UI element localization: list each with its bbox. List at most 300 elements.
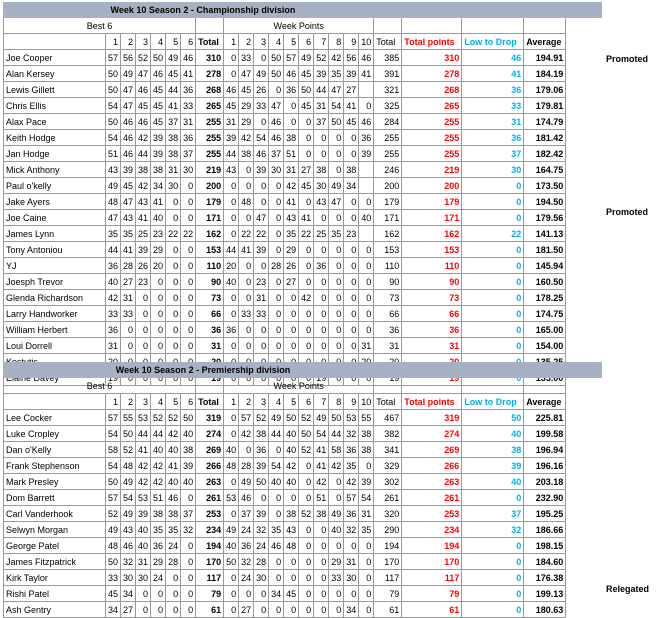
week-score: 0 bbox=[254, 586, 269, 602]
week-score: 0 bbox=[314, 338, 329, 354]
best-score: 0 bbox=[181, 210, 196, 226]
week-total: 162 bbox=[374, 226, 402, 242]
week-score: 37 bbox=[239, 506, 254, 522]
week-score: 29 bbox=[239, 98, 254, 114]
week-col-header: 7 bbox=[314, 394, 329, 410]
week-score: 0 bbox=[284, 114, 299, 130]
week-score: 0 bbox=[269, 274, 284, 290]
best-total: 274 bbox=[196, 426, 224, 442]
best-score: 30 bbox=[181, 162, 196, 178]
best-score: 42 bbox=[136, 474, 151, 490]
low-to-drop-header: Low to Drop bbox=[462, 34, 524, 50]
week-total: 329 bbox=[374, 458, 402, 474]
week-score: 49 bbox=[224, 522, 239, 538]
week-score: 50 bbox=[329, 114, 344, 130]
best-score: 52 bbox=[166, 410, 181, 426]
week-score: 41 bbox=[314, 458, 329, 474]
best-score: 57 bbox=[106, 490, 121, 506]
best-score: 42 bbox=[151, 474, 166, 490]
best-score: 41 bbox=[121, 242, 136, 258]
week-score: 0 bbox=[344, 586, 359, 602]
best-score: 44 bbox=[106, 242, 121, 258]
average: 178.25 bbox=[524, 290, 566, 306]
best-score: 52 bbox=[151, 410, 166, 426]
week-score: 31 bbox=[359, 338, 374, 354]
week-score: 46 bbox=[359, 114, 374, 130]
total-points: 171 bbox=[402, 210, 462, 226]
best-score: 46 bbox=[181, 50, 196, 66]
week-score: 0 bbox=[299, 114, 314, 130]
week-score: 40 bbox=[284, 442, 299, 458]
week-score: 0 bbox=[329, 586, 344, 602]
week-score: 33 bbox=[239, 306, 254, 322]
week-score: 42 bbox=[299, 290, 314, 306]
week-score: 0 bbox=[299, 274, 314, 290]
low-to-drop-header: Low to Drop bbox=[462, 394, 524, 410]
week-score: 0 bbox=[314, 306, 329, 322]
week-score: 36 bbox=[359, 130, 374, 146]
header-spacer bbox=[402, 18, 462, 34]
table-row bbox=[4, 242, 566, 258]
week-total: 341 bbox=[374, 442, 402, 458]
week-score: 0 bbox=[329, 274, 344, 290]
week-score: 0 bbox=[359, 258, 374, 274]
best-score: 0 bbox=[166, 290, 181, 306]
best-score: 36 bbox=[106, 322, 121, 338]
best-score: 0 bbox=[121, 338, 136, 354]
best-score: 49 bbox=[121, 506, 136, 522]
best-score: 0 bbox=[151, 290, 166, 306]
table-row bbox=[4, 306, 566, 322]
best-score: 30 bbox=[121, 570, 136, 586]
low-to-drop: 0 bbox=[462, 258, 524, 274]
week-score: 57 bbox=[284, 50, 299, 66]
week-score: 45 bbox=[299, 178, 314, 194]
week-score: 0 bbox=[224, 50, 239, 66]
best-score: 31 bbox=[136, 554, 151, 570]
best-score: 39 bbox=[181, 458, 196, 474]
best-score: 35 bbox=[151, 522, 166, 538]
week-score: 50 bbox=[254, 474, 269, 490]
week-score: 46 bbox=[239, 490, 254, 506]
week-score: 0 bbox=[359, 570, 374, 586]
week-total: 255 bbox=[374, 146, 402, 162]
week-score: 58 bbox=[329, 442, 344, 458]
week-score: 50 bbox=[284, 410, 299, 426]
total-points: 265 bbox=[402, 98, 462, 114]
week-score: 0 bbox=[359, 458, 374, 474]
best-score: 58 bbox=[106, 442, 121, 458]
best-score: 40 bbox=[151, 442, 166, 458]
premiership-title: Week 10 Season 2 - Premiership division bbox=[115, 365, 291, 375]
average: 232.90 bbox=[524, 490, 566, 506]
week-score: 0 bbox=[239, 338, 254, 354]
best-score: 26 bbox=[136, 258, 151, 274]
week-score: 41 bbox=[284, 194, 299, 210]
week-score: 37 bbox=[269, 146, 284, 162]
average: 164.75 bbox=[524, 162, 566, 178]
player-name: Jan Hodge bbox=[4, 146, 106, 162]
best-score: 49 bbox=[166, 50, 181, 66]
player-name: Joe Cooper bbox=[4, 50, 106, 66]
player-name: Frank Stephenson bbox=[4, 458, 106, 474]
week-score: 36 bbox=[239, 538, 254, 554]
best-score: 38 bbox=[166, 506, 181, 522]
total-points: 61 bbox=[402, 602, 462, 618]
week-score: 35 bbox=[269, 522, 284, 538]
low-to-drop: 36 bbox=[462, 82, 524, 98]
best-score: 37 bbox=[181, 146, 196, 162]
week-total: 320 bbox=[374, 506, 402, 522]
week-score bbox=[359, 226, 374, 242]
week-score: 0 bbox=[344, 242, 359, 258]
week-score: 42 bbox=[314, 474, 329, 490]
table-row bbox=[4, 162, 566, 178]
week-score: 0 bbox=[329, 338, 344, 354]
week-score: 0 bbox=[344, 306, 359, 322]
week-total: 153 bbox=[374, 242, 402, 258]
best-score: 39 bbox=[136, 242, 151, 258]
total-points: 261 bbox=[402, 490, 462, 506]
week-score: 39 bbox=[254, 242, 269, 258]
header-spacer bbox=[524, 378, 566, 394]
week-points-label: Week Points bbox=[224, 378, 374, 394]
total-points: 319 bbox=[402, 410, 462, 426]
week-score: 0 bbox=[329, 602, 344, 618]
best-score: 20 bbox=[151, 258, 166, 274]
week-total: 170 bbox=[374, 554, 402, 570]
best-score: 0 bbox=[151, 338, 166, 354]
low-to-drop: 32 bbox=[462, 522, 524, 538]
championship-title-bar bbox=[3, 2, 602, 18]
total-points: 255 bbox=[402, 114, 462, 130]
table-row bbox=[4, 522, 566, 538]
best-col-header: 3 bbox=[136, 394, 151, 410]
best-score: 47 bbox=[121, 98, 136, 114]
best-score: 38 bbox=[166, 146, 181, 162]
week-score: 55 bbox=[359, 410, 374, 426]
week-score: 0 bbox=[299, 602, 314, 618]
week-score: 0 bbox=[344, 210, 359, 226]
week-score: 0 bbox=[344, 338, 359, 354]
week-score: 52 bbox=[299, 442, 314, 458]
best-total: 90 bbox=[196, 274, 224, 290]
player-name: Ash Gentry bbox=[4, 602, 106, 618]
week-score: 0 bbox=[329, 146, 344, 162]
week-score: 42 bbox=[329, 458, 344, 474]
table-row bbox=[4, 66, 566, 82]
week-score: 38 bbox=[359, 426, 374, 442]
best-score: 31 bbox=[121, 290, 136, 306]
best-total: 253 bbox=[196, 506, 224, 522]
week-score: 0 bbox=[224, 586, 239, 602]
total-points-header: Total points bbox=[402, 34, 462, 50]
best-score: 0 bbox=[136, 322, 151, 338]
best-score: 50 bbox=[106, 82, 121, 98]
week-score: 40 bbox=[224, 538, 239, 554]
week-score: 0 bbox=[314, 130, 329, 146]
best-score: 46 bbox=[121, 114, 136, 130]
week-score: 0 bbox=[254, 490, 269, 506]
best-score: 42 bbox=[136, 178, 151, 194]
week-score: 0 bbox=[299, 522, 314, 538]
week-score: 43 bbox=[314, 194, 329, 210]
week-score: 50 bbox=[269, 66, 284, 82]
best-total: 79 bbox=[196, 586, 224, 602]
week-score: 32 bbox=[344, 522, 359, 538]
best-score: 0 bbox=[151, 306, 166, 322]
best-score: 48 bbox=[106, 538, 121, 554]
best-score: 45 bbox=[166, 66, 181, 82]
week-score: 49 bbox=[254, 66, 269, 82]
best-score: 53 bbox=[136, 490, 151, 506]
week-score: 42 bbox=[239, 426, 254, 442]
week-score: 0 bbox=[359, 322, 374, 338]
week-score: 46 bbox=[269, 130, 284, 146]
week-score: 37 bbox=[314, 114, 329, 130]
week-score: 0 bbox=[329, 474, 344, 490]
best-score: 23 bbox=[151, 226, 166, 242]
week-score: 41 bbox=[359, 66, 374, 82]
week-score: 28 bbox=[239, 458, 254, 474]
best-score: 38 bbox=[166, 130, 181, 146]
table-row bbox=[4, 98, 566, 114]
week-score: 0 bbox=[314, 274, 329, 290]
best-score: 46 bbox=[121, 538, 136, 554]
week-score: 51 bbox=[314, 490, 329, 506]
week-score: 28 bbox=[269, 258, 284, 274]
week-total: 290 bbox=[374, 522, 402, 538]
championship-table-container bbox=[3, 18, 566, 386]
week-score: 0 bbox=[284, 602, 299, 618]
week-score: 0 bbox=[254, 194, 269, 210]
week-score: 53 bbox=[224, 490, 239, 506]
header-spacer bbox=[374, 18, 402, 34]
week-score: 44 bbox=[269, 426, 284, 442]
best-score: 46 bbox=[166, 490, 181, 506]
best-score: 0 bbox=[181, 242, 196, 258]
week-score: 0 bbox=[299, 306, 314, 322]
best-score: 0 bbox=[166, 586, 181, 602]
week-score: 0 bbox=[269, 570, 284, 586]
average-header: Average bbox=[524, 34, 566, 50]
week-score: 0 bbox=[299, 554, 314, 570]
week-score: 0 bbox=[224, 66, 239, 82]
low-to-drop: 0 bbox=[462, 554, 524, 570]
header-row-groups bbox=[4, 18, 566, 34]
week-score: 44 bbox=[224, 242, 239, 258]
week-score: 24 bbox=[254, 538, 269, 554]
week-score bbox=[359, 162, 374, 178]
best-score: 50 bbox=[106, 114, 121, 130]
best-score: 30 bbox=[136, 570, 151, 586]
table-row bbox=[4, 506, 566, 522]
best-total: 255 bbox=[196, 114, 224, 130]
week-score: 44 bbox=[224, 146, 239, 162]
best-total: 268 bbox=[196, 82, 224, 98]
best-total: 171 bbox=[196, 210, 224, 226]
best-score: 50 bbox=[151, 50, 166, 66]
week-score: 42 bbox=[239, 130, 254, 146]
best-col-header: 4 bbox=[151, 34, 166, 50]
championship-title: Week 10 Season 2 - Championship division bbox=[110, 5, 296, 15]
week-score: 0 bbox=[314, 242, 329, 258]
best-total: 266 bbox=[196, 458, 224, 474]
week-score: 46 bbox=[269, 114, 284, 130]
best-score: 39 bbox=[121, 162, 136, 178]
week-score: 0 bbox=[269, 306, 284, 322]
table-row bbox=[4, 474, 566, 490]
low-to-drop: 0 bbox=[462, 322, 524, 338]
best-total: 200 bbox=[196, 178, 224, 194]
week-score: 40 bbox=[224, 274, 239, 290]
week-score: 39 bbox=[224, 130, 239, 146]
best-score: 32 bbox=[121, 554, 136, 570]
low-to-drop: 46 bbox=[462, 50, 524, 66]
week-score: 0 bbox=[329, 490, 344, 506]
week-score: 42 bbox=[344, 474, 359, 490]
best-score: 52 bbox=[136, 50, 151, 66]
week-score: 0 bbox=[269, 178, 284, 194]
week-score: 49 bbox=[329, 178, 344, 194]
low-to-drop: 0 bbox=[462, 570, 524, 586]
player-name: Carl Vanderhook bbox=[4, 506, 106, 522]
average: 225.81 bbox=[524, 410, 566, 426]
week-score: 39 bbox=[359, 146, 374, 162]
best-score: 32 bbox=[181, 522, 196, 538]
table-row bbox=[4, 146, 566, 162]
table-row bbox=[4, 274, 566, 290]
average: 179.81 bbox=[524, 98, 566, 114]
week-total: 179 bbox=[374, 194, 402, 210]
best-score: 41 bbox=[166, 458, 181, 474]
low-to-drop: 40 bbox=[462, 426, 524, 442]
best-score: 45 bbox=[121, 178, 136, 194]
best-score: 0 bbox=[181, 554, 196, 570]
week-total-header: Total bbox=[374, 394, 402, 410]
week-score: 48 bbox=[224, 458, 239, 474]
week-score: 31 bbox=[284, 162, 299, 178]
week-col-header: 5 bbox=[284, 34, 299, 50]
total-points: 269 bbox=[402, 442, 462, 458]
week-score: 0 bbox=[269, 290, 284, 306]
best-score: 33 bbox=[106, 306, 121, 322]
week-score: 0 bbox=[344, 538, 359, 554]
player-name: Larry Handworker bbox=[4, 306, 106, 322]
week-score: 38 bbox=[284, 506, 299, 522]
week-score: 40 bbox=[284, 426, 299, 442]
average: 181.50 bbox=[524, 242, 566, 258]
best-total: 66 bbox=[196, 306, 224, 322]
week-total: 36 bbox=[374, 322, 402, 338]
week-score: 0 bbox=[314, 146, 329, 162]
best-total: 170 bbox=[196, 554, 224, 570]
week-score: 0 bbox=[254, 50, 269, 66]
week-score: 46 bbox=[254, 146, 269, 162]
week-score: 46 bbox=[269, 538, 284, 554]
total-points: 170 bbox=[402, 554, 462, 570]
week-score: 57 bbox=[239, 410, 254, 426]
week-total: 246 bbox=[374, 162, 402, 178]
week-score: 36 bbox=[344, 442, 359, 458]
low-to-drop: 0 bbox=[462, 306, 524, 322]
week-score: 0 bbox=[299, 322, 314, 338]
table-row bbox=[4, 194, 566, 210]
week-score: 0 bbox=[269, 194, 284, 210]
week-total: 391 bbox=[374, 66, 402, 82]
week-score: 0 bbox=[284, 98, 299, 114]
week-score: 30 bbox=[269, 162, 284, 178]
week-score: 0 bbox=[269, 226, 284, 242]
week-score: 0 bbox=[224, 290, 239, 306]
week-col-header: 9 bbox=[344, 394, 359, 410]
best-score: 52 bbox=[106, 506, 121, 522]
table-row bbox=[4, 338, 566, 354]
total-points: 73 bbox=[402, 290, 462, 306]
week-score: 0 bbox=[344, 194, 359, 210]
best-score: 49 bbox=[106, 178, 121, 194]
week-score: 45 bbox=[239, 82, 254, 98]
best-score: 38 bbox=[181, 442, 196, 458]
best-score: 23 bbox=[136, 274, 151, 290]
week-score: 0 bbox=[329, 130, 344, 146]
header-spacer bbox=[462, 378, 524, 394]
best-score: 42 bbox=[166, 426, 181, 442]
week-score: 0 bbox=[359, 242, 374, 258]
week-score: 45 bbox=[299, 98, 314, 114]
player-name: Lewis Gillett bbox=[4, 82, 106, 98]
average: 203.18 bbox=[524, 474, 566, 490]
best-score: 42 bbox=[106, 290, 121, 306]
week-score: 0 bbox=[269, 338, 284, 354]
best-score: 40 bbox=[136, 522, 151, 538]
week-total: 90 bbox=[374, 274, 402, 290]
week-total: 73 bbox=[374, 290, 402, 306]
best-score: 41 bbox=[136, 442, 151, 458]
best-score: 48 bbox=[121, 458, 136, 474]
best-score: 47 bbox=[136, 66, 151, 82]
week-score: 0 bbox=[314, 290, 329, 306]
week-score: 52 bbox=[299, 506, 314, 522]
week-score: 0 bbox=[344, 130, 359, 146]
average: 196.94 bbox=[524, 442, 566, 458]
week-score: 0 bbox=[269, 554, 284, 570]
player-name: Joe Caine bbox=[4, 210, 106, 226]
week-score: 27 bbox=[284, 274, 299, 290]
week-score: 0 bbox=[359, 98, 374, 114]
week-score: 30 bbox=[254, 570, 269, 586]
best-score: 0 bbox=[166, 274, 181, 290]
week-score: 46 bbox=[359, 50, 374, 66]
best-score: 46 bbox=[121, 146, 136, 162]
best-total: 194 bbox=[196, 538, 224, 554]
best-score: 22 bbox=[181, 226, 196, 242]
total-points: 110 bbox=[402, 258, 462, 274]
total-header: Total bbox=[196, 394, 224, 410]
total-points: 310 bbox=[402, 50, 462, 66]
week-score: 0 bbox=[344, 146, 359, 162]
best-col-header: 4 bbox=[151, 394, 166, 410]
week-score: 50 bbox=[224, 554, 239, 570]
header-row-columns bbox=[4, 394, 566, 410]
best-col-header: 1 bbox=[106, 394, 121, 410]
week-score: 46 bbox=[284, 66, 299, 82]
week-score: 42 bbox=[284, 458, 299, 474]
best-score: 30 bbox=[166, 178, 181, 194]
header-spacer bbox=[402, 378, 462, 394]
week-total: 284 bbox=[374, 114, 402, 130]
week-total: 321 bbox=[374, 82, 402, 98]
